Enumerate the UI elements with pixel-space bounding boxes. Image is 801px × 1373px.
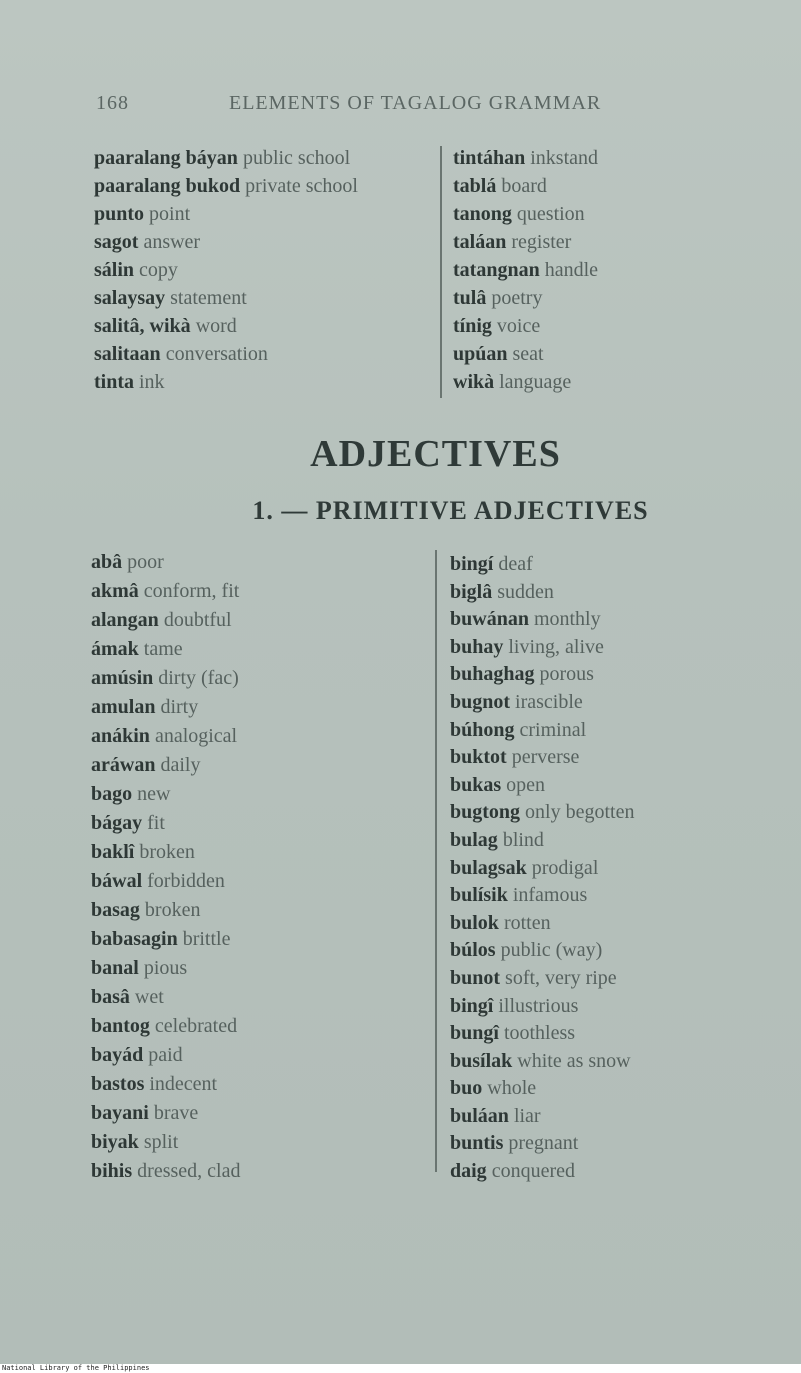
gloss: prodigal: [531, 856, 599, 879]
headword: aráwan: [91, 754, 156, 776]
headword: bastos: [91, 1073, 145, 1095]
entry-row: [91, 954, 240, 983]
entry-row: [453, 144, 598, 172]
gloss: copy: [139, 259, 178, 281]
gloss: brittle: [182, 928, 231, 950]
headword: paaralang bukod: [94, 175, 241, 197]
headword: tatangnan: [453, 259, 540, 281]
headword: paaralang báyan: [94, 147, 238, 169]
headword: bayád: [91, 1044, 144, 1066]
gloss: point: [149, 203, 191, 225]
entry-row: [450, 1103, 634, 1131]
gloss: porous: [539, 663, 594, 686]
entry-row: [91, 838, 240, 867]
gloss: statement: [170, 287, 247, 309]
entry-row: [453, 172, 598, 200]
headword: akmâ: [91, 580, 139, 602]
headword: buhaghag: [450, 663, 535, 686]
entry-row: [450, 689, 634, 717]
gloss: soft, very ripe: [505, 966, 617, 989]
headword: bágay: [91, 812, 143, 834]
gloss: irascible: [515, 690, 583, 713]
entry-row: [453, 340, 598, 368]
gloss: split: [143, 1131, 179, 1153]
entry-row: [450, 1075, 634, 1103]
headword: bukas: [450, 773, 502, 796]
entry-row: [91, 1012, 240, 1041]
gloss: blind: [502, 828, 544, 851]
library-credit: National Library of the Philippines: [0, 1364, 801, 1373]
gloss: pious: [143, 957, 188, 979]
entry-row: [91, 1041, 240, 1070]
entry-row: [450, 634, 634, 662]
entry-row: [450, 799, 634, 827]
gloss: ink: [139, 371, 165, 393]
headword: bayani: [91, 1102, 149, 1124]
gloss: new: [137, 783, 171, 805]
entry-row: [453, 284, 598, 312]
adjectives-right-column: [450, 551, 634, 1186]
headword: bungî: [450, 1022, 499, 1045]
gloss: dirty (fac): [158, 667, 239, 689]
entry-row: [91, 867, 240, 896]
gloss: living, alive: [508, 635, 604, 658]
entry-row: [450, 1158, 634, 1186]
gloss: daily: [160, 754, 201, 776]
headword: daig: [450, 1160, 487, 1183]
entry-row: [91, 1070, 240, 1099]
headword: amulan: [91, 696, 156, 718]
entry-row: [91, 635, 240, 664]
headword: bingî: [450, 994, 494, 1017]
headword: salaysay: [94, 287, 166, 309]
headword: bulag: [450, 828, 498, 851]
entry-row: [94, 200, 358, 228]
gloss: deaf: [498, 553, 533, 575]
headword: bulagsak: [450, 856, 527, 879]
gloss: only begotten: [525, 801, 635, 824]
adjectives-left-column: [91, 548, 240, 1186]
entry-row: [453, 312, 598, 340]
headword: bago: [91, 783, 133, 805]
headword: búhong: [450, 718, 515, 741]
entry-row: [94, 228, 358, 256]
entry-row: [450, 937, 634, 965]
headword: biglâ: [450, 580, 493, 603]
gloss: word: [195, 315, 237, 337]
entry-row: [450, 827, 634, 855]
headword: ámak: [91, 638, 139, 660]
gloss: white as snow: [517, 1049, 631, 1072]
gloss: whole: [487, 1077, 537, 1100]
headword: taláan: [453, 231, 507, 253]
headword: tinta: [94, 371, 134, 393]
entry-row: [450, 1020, 634, 1048]
entry-row: [91, 1128, 240, 1157]
gloss: paid: [148, 1044, 183, 1066]
headword: búlos: [450, 939, 496, 962]
entry-row: [453, 256, 598, 284]
gloss: broken: [139, 841, 195, 863]
gloss: doubtful: [163, 609, 232, 631]
running-head: [96, 92, 656, 118]
entry-row: [450, 579, 634, 607]
entry-row: [91, 925, 240, 954]
headword: bugtong: [450, 801, 521, 824]
vocab-left-column: [94, 144, 358, 396]
entry-row: [453, 228, 598, 256]
headword: tintáhan: [453, 147, 526, 169]
headword: amúsin: [91, 667, 154, 689]
entry-row: [91, 693, 240, 722]
entry-row: [453, 200, 598, 228]
entry-row: [91, 983, 240, 1012]
entry-row: [94, 172, 358, 200]
entry-row: [91, 809, 240, 838]
headword: basag: [91, 899, 140, 921]
headword: buwánan: [450, 608, 529, 631]
gloss: criminal: [519, 718, 587, 741]
headword: buntis: [450, 1132, 504, 1155]
headword: biyak: [91, 1131, 139, 1153]
entry-row: [91, 751, 240, 780]
entry-row: [94, 312, 358, 340]
gloss: perverse: [511, 746, 580, 769]
gloss: celebrated: [154, 1015, 238, 1037]
entry-row: [450, 772, 634, 800]
gloss: liar: [513, 1104, 541, 1127]
entry-row: [453, 368, 598, 396]
gloss: inkstand: [530, 147, 599, 169]
headword: anákin: [91, 725, 150, 747]
gloss: tame: [143, 638, 183, 660]
headword: buláan: [450, 1104, 509, 1127]
headword: punto: [94, 203, 145, 225]
gloss: indecent: [149, 1073, 218, 1095]
headword: bulísik: [450, 884, 508, 907]
headword: basâ: [91, 986, 130, 1008]
entry-row: [94, 368, 358, 396]
gloss: seat: [512, 343, 544, 365]
gloss: public school: [242, 147, 351, 169]
gloss: poor: [127, 551, 164, 573]
page-number: 168: [96, 92, 129, 114]
headword: bingí: [450, 553, 494, 575]
headword: salitâ, wikà: [94, 315, 191, 337]
entry-row: [450, 910, 634, 938]
gloss: forbidden: [147, 870, 225, 892]
headword: buktot: [450, 746, 507, 769]
entry-row: [91, 722, 240, 751]
headword: upúan: [453, 343, 508, 365]
entry-row: [450, 965, 634, 993]
entry-row: [450, 551, 634, 579]
gloss: illustrious: [498, 994, 579, 1017]
entry-row: [450, 882, 634, 910]
gloss: analogical: [154, 725, 238, 747]
gloss: toothless: [503, 1022, 576, 1045]
gloss: conform, fit: [143, 580, 240, 602]
headword: bunot: [450, 966, 501, 989]
entry-row: [94, 256, 358, 284]
entry-row: [450, 661, 634, 689]
entry-row: [91, 664, 240, 693]
vocab-right-column: [453, 144, 598, 396]
headword: sálin: [94, 259, 135, 281]
entry-row: [91, 780, 240, 809]
headword: salitaan: [94, 343, 161, 365]
gloss: poetry: [491, 287, 543, 309]
entry-row: [450, 744, 634, 772]
gloss: conquered: [491, 1160, 575, 1183]
entry-row: [94, 144, 358, 172]
book-title: ELEMENTS OF TAGALOG GRAMMAR: [229, 92, 602, 114]
headword: tanong: [453, 203, 512, 225]
gloss: handle: [544, 259, 599, 281]
headword: busílak: [450, 1049, 513, 1072]
entry-row: [450, 1048, 634, 1076]
gloss: sudden: [497, 580, 554, 603]
gloss: public (way): [500, 939, 603, 962]
entry-row: [91, 896, 240, 925]
gloss: register: [511, 231, 572, 253]
gloss: dirty: [160, 696, 199, 718]
gloss: monthly: [533, 608, 601, 631]
headword: sagot: [94, 231, 139, 253]
headword: bugnot: [450, 690, 511, 713]
gloss: brave: [153, 1102, 199, 1124]
column-divider: [440, 146, 442, 398]
entry-row: [450, 855, 634, 883]
entry-row: [450, 717, 634, 745]
gloss: open: [506, 773, 546, 796]
headword: babasagin: [91, 928, 178, 950]
headword: abâ: [91, 551, 123, 573]
gloss: rotten: [503, 911, 551, 934]
gloss: wet: [134, 986, 164, 1008]
subsection-title: 1. — PRIMITIVE ADJECTIVES: [252, 496, 649, 525]
headword: bulok: [450, 911, 499, 934]
headword: tablá: [453, 175, 497, 197]
entry-row: [91, 548, 240, 577]
headword: baklî: [91, 841, 135, 863]
section-title: ADJECTIVES: [310, 433, 561, 475]
entry-row: [91, 1157, 240, 1186]
gloss: conversation: [165, 343, 268, 365]
gloss: board: [501, 175, 547, 197]
entry-row: [91, 577, 240, 606]
gloss: pregnant: [508, 1132, 579, 1155]
entry-row: [91, 606, 240, 635]
gloss: dressed, clad: [137, 1160, 241, 1182]
headword: buhay: [450, 635, 504, 658]
gloss: infamous: [512, 884, 588, 907]
headword: tulâ: [453, 287, 487, 309]
entry-row: [450, 1130, 634, 1158]
headword: tínig: [453, 315, 492, 337]
headword: banal: [91, 957, 139, 979]
gloss: fit: [147, 812, 165, 834]
entry-row: [94, 284, 358, 312]
gloss: voice: [496, 315, 541, 337]
gloss: broken: [144, 899, 201, 921]
headword: alangan: [91, 609, 159, 631]
gloss: private school: [245, 175, 358, 197]
gloss: question: [516, 203, 585, 225]
headword: wikà: [453, 371, 495, 393]
headword: bantog: [91, 1015, 150, 1037]
entry-row: [450, 606, 634, 634]
entry-row: [450, 993, 634, 1021]
entry-row: [94, 340, 358, 368]
column-divider: [435, 550, 437, 1172]
headword: bihis: [91, 1160, 133, 1182]
headword: báwal: [91, 870, 143, 892]
gloss: answer: [143, 231, 201, 253]
headword: buo: [450, 1077, 483, 1100]
gloss: language: [499, 371, 572, 393]
entry-row: [91, 1099, 240, 1128]
